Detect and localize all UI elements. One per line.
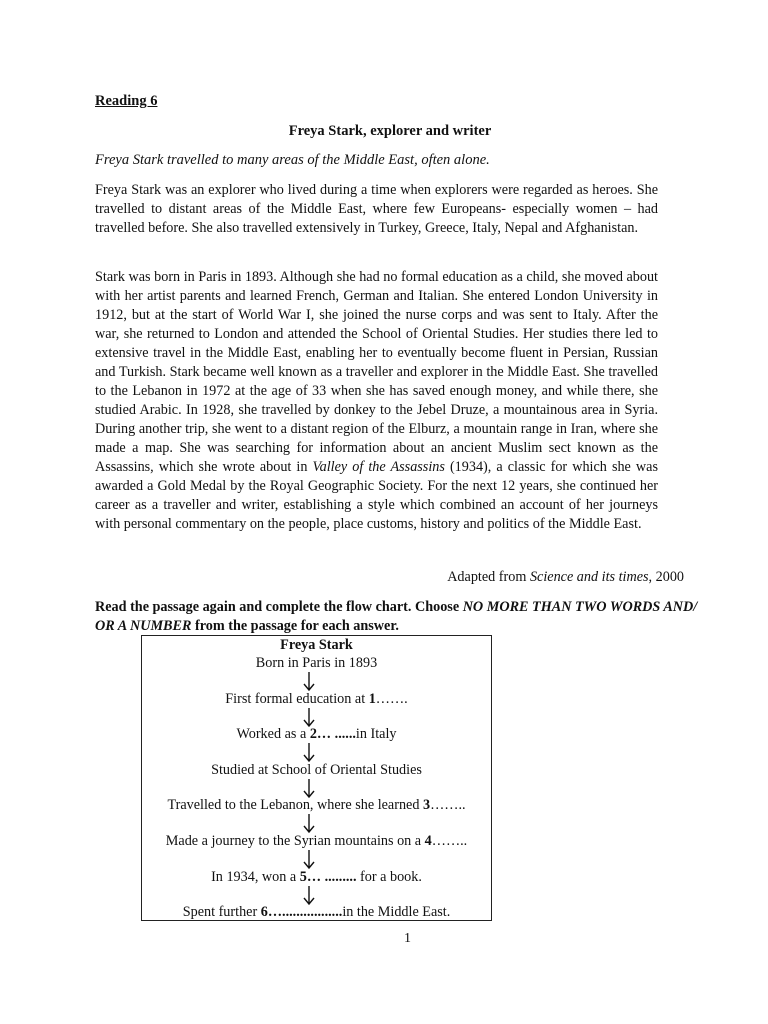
step-text: Studied at School of Oriental Studies	[211, 762, 422, 778]
step-blank: in Italy	[355, 726, 397, 742]
down-arrow-icon	[302, 813, 316, 834]
instructions-word-limit: NO MORE THAN TWO WORDS AND/ OR A NUMBER	[95, 599, 698, 634]
flow-step-worked	[142, 726, 491, 743]
book-title: Valley of the Assassins	[312, 459, 445, 475]
reading-label: Reading 6	[95, 93, 158, 109]
down-arrow-icon	[302, 742, 316, 763]
paragraph-1: Freya Stark was an explorer who lived during a time when explorers were regarded as heroes. She travelled to distant areas of the Middle East, where few Europeans- especially women – had travelled before. She also travelled extensively in Turkey, Greece, Italy, Nepal and Afghanistan.	[95, 182, 658, 236]
flow-step-lebanon	[142, 797, 491, 814]
flow-step-studied	[142, 762, 491, 779]
step-blank: ……..	[430, 797, 466, 813]
page-number: 1	[404, 931, 411, 946]
step-blank: in the Middle East.	[342, 904, 451, 920]
step-number: 3	[423, 797, 431, 813]
step-number: 1	[368, 691, 376, 707]
instructions-part-1: Read the passage again and complete the flow chart. Choose	[95, 599, 463, 615]
down-arrow-icon	[302, 671, 316, 692]
paragraph-2	[95, 268, 658, 534]
flow-step-education	[142, 691, 491, 708]
step-text: First formal education at	[225, 691, 369, 707]
down-arrow-icon	[302, 707, 316, 728]
step-number: 2… ......	[309, 726, 356, 742]
instructions-part-2: from the passage for each answer.	[191, 618, 399, 634]
step-text: In 1934, won a	[211, 869, 300, 885]
step-text: Made a journey to the Syrian mountains on a	[165, 833, 425, 849]
step-text: Born in Paris in 1893	[255, 655, 378, 671]
down-arrow-icon	[302, 885, 316, 906]
instructions	[95, 598, 705, 636]
article-title: Freya Stark, explorer and writer	[288, 123, 492, 139]
step-blank: for a book.	[356, 869, 422, 885]
source-suffix: , 2000	[648, 569, 684, 585]
step-blank: ……..	[431, 833, 468, 849]
step-number: 5… .........	[299, 869, 357, 885]
step-text: Worked as a	[236, 726, 310, 742]
source-prefix: Adapted from	[447, 569, 530, 585]
step-number: 4	[424, 833, 432, 849]
flow-chart	[141, 635, 492, 921]
step-text: Spent further	[182, 904, 261, 920]
source-title: Science and its times	[529, 569, 649, 585]
paragraph-2-text-a: Stark was born in Paris in 1893. Although she had no formal education as a child, she moved about with her artist parents and learned French, German and Italian. She entered London University in 1912, but at the start of World War I, she joined the nurse corps and was sent to Italy. After the war, she returned to London and attended the School of Oriental Studies. Her studies there led to extensive travel in the Middle East, enabling her to eventually become fluent in Persian, Russian and Turkish. Stark became well known as a traveller and explorer in the Middle East. She travelled to the Lebanon in 1972 at the age of 33 when she has saved enough money, and while there, she studied Arabic. In 1928, she travelled by donkey to the Jebel Druze, a mountainous area in Syria. During another trip, she went to a distant region of the Elburz, a mountain range in Iran, where she made a map. She was searching for information about an ancient Muslim sect known as the Assassins, which she wrote about in	[95, 269, 658, 475]
down-arrow-icon	[302, 778, 316, 799]
flow-step-journey	[142, 833, 491, 850]
flow-step-born	[142, 655, 491, 672]
step-blank: …….	[375, 691, 408, 707]
flow-step-award	[142, 869, 491, 886]
source-citation	[447, 569, 684, 586]
article-subtitle: Freya Stark travelled to many areas of the Middle East, often alone.	[95, 152, 490, 168]
step-number: 6….................	[260, 904, 343, 920]
paragraph-2-text-b: (1934), a classic for which she was awarded a Gold Medal by the Royal Geographic Society. For the next 12 years, she continued her career as a traveller and writer, establishing a style which combined an account of her journeys with personal commentary on the people, place customs, history and politics of the Middle East.	[95, 459, 658, 532]
flow-chart-title: Freya Stark	[280, 637, 353, 653]
step-text: Travelled to the Lebanon, where she learned	[167, 797, 423, 813]
down-arrow-icon	[302, 849, 316, 870]
flow-step-further	[142, 904, 491, 921]
